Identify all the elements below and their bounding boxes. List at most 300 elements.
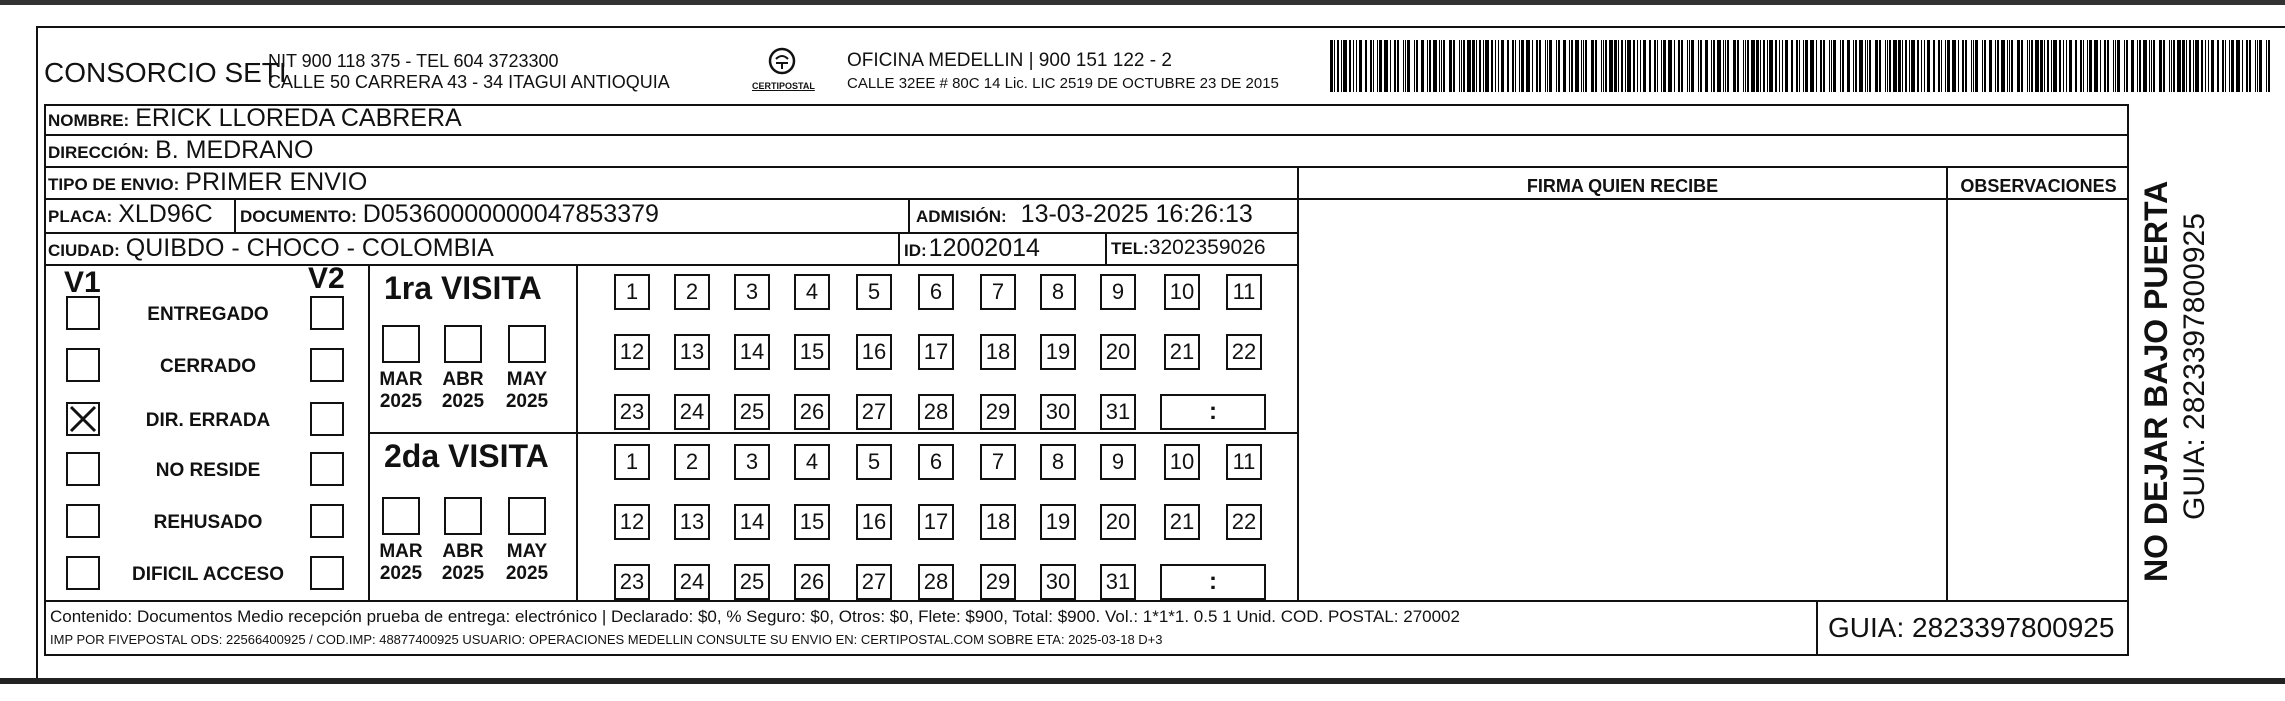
- direccion-value: B. MEDRANO: [155, 136, 314, 164]
- visit-1-day-16[interactable]: 16: [856, 334, 892, 370]
- month-name: ABR: [442, 541, 484, 562]
- barcode-bar: [2153, 40, 2155, 92]
- barcode-bar: [1595, 40, 1597, 92]
- visit-1-month-label: [433, 369, 493, 413]
- visit-2-month-label: [433, 541, 493, 585]
- barcode-bar: [2137, 40, 2138, 92]
- visit-2-day-9[interactable]: 9: [1100, 444, 1136, 480]
- visit-2-month-box[interactable]: [382, 497, 420, 535]
- barcode-bar: [1349, 40, 1351, 92]
- barcode-bar: [1649, 40, 1651, 92]
- id-cell: [904, 234, 1040, 263]
- month-name: ABR: [442, 369, 484, 390]
- visit-1-day-14[interactable]: 14: [734, 334, 770, 370]
- visit-1-day-4[interactable]: 4: [794, 274, 830, 310]
- barcode-bar: [1909, 40, 1910, 92]
- barcode-bar: [1760, 40, 1761, 92]
- nit-line: NIT 900 118 375 - TEL 604 3723300: [268, 51, 559, 71]
- barcode-bar: [2075, 40, 2077, 92]
- status-option-label: REHUSADO: [153, 512, 263, 533]
- barcode-bar: [1971, 40, 1972, 92]
- barcode-bar: [1433, 40, 1437, 92]
- visit-2-day-31[interactable]: 31: [1100, 564, 1136, 600]
- visit-1-day-13[interactable]: 13: [674, 334, 710, 370]
- visit-1-day-7[interactable]: 7: [980, 274, 1016, 310]
- barcode-bar: [1941, 40, 1942, 92]
- visit-1-day-1[interactable]: 1: [614, 274, 650, 310]
- barcode-bar: [2163, 40, 2165, 92]
- barcode-bar: [2087, 40, 2088, 92]
- visit-1-day-22[interactable]: 22: [1226, 334, 1262, 370]
- v2-checkbox-3[interactable]: [310, 452, 344, 486]
- barcode-bar: [1416, 40, 1418, 92]
- visit-1-month-box[interactable]: [444, 325, 482, 363]
- tipo-label: TIPO DE ENVIO:: [48, 175, 180, 194]
- barcode-bar: [1485, 40, 1489, 92]
- visit-1-day-27[interactable]: 27: [856, 394, 892, 430]
- barcode-bar: [1799, 40, 1800, 92]
- barcode-bar: [2017, 40, 2020, 92]
- v2-checkbox-0[interactable]: [310, 296, 344, 330]
- barcode-bar: [1723, 40, 1724, 92]
- barcode-bar: [2094, 40, 2098, 92]
- barcode-bar: [1756, 40, 1759, 92]
- barcode-bar: [2059, 40, 2061, 92]
- logo-icon: [766, 46, 798, 76]
- visit-2-month-label: [497, 541, 557, 585]
- barcode-bar: [1569, 40, 1570, 92]
- barcode-bar: [1745, 40, 1746, 92]
- visit-2-day-27[interactable]: 27: [856, 564, 892, 600]
- month-name: MAY: [506, 541, 548, 562]
- tel-label: TEL:: [1111, 239, 1149, 258]
- month-year: 2025: [379, 563, 423, 584]
- barcode-bar: [1356, 40, 1357, 92]
- status-option-label: NO RESIDE: [155, 460, 261, 481]
- barcode-bar: [1627, 40, 1631, 92]
- visit-2-month-label: [371, 541, 431, 585]
- barcode-bar: [1661, 40, 1662, 92]
- barcode-bar: [1678, 40, 1680, 92]
- visit-2-day-25[interactable]: 25: [734, 564, 770, 600]
- certipostal-logo: [752, 46, 815, 91]
- barcode-bar: [2173, 40, 2175, 92]
- barcode-bar: [1705, 40, 1708, 92]
- barcode-bar: [1962, 40, 1964, 92]
- barcode-bar: [2257, 40, 2258, 92]
- barcode-bar: [1384, 40, 1388, 92]
- visit-2-day-4[interactable]: 4: [794, 444, 830, 480]
- nombre-label: NOMBRE:: [48, 111, 130, 130]
- barcode-bar: [2126, 40, 2128, 92]
- barcode-bar: [2117, 40, 2120, 92]
- visit-1-day-24[interactable]: 24: [674, 394, 710, 430]
- barcode-bar: [1603, 40, 1604, 92]
- barcode-bar: [1421, 40, 1424, 92]
- v1-checkbox-3[interactable]: [66, 452, 100, 486]
- barcode-bar: [1614, 40, 1617, 92]
- visit-1-day-19[interactable]: 19: [1040, 334, 1076, 370]
- barcode-bar: [1521, 40, 1524, 92]
- visit-2-title: 2da VISITA: [384, 438, 549, 474]
- barcode-bar: [1545, 40, 1546, 92]
- barcode-bar: [2124, 40, 2125, 92]
- barcode-bar: [2100, 40, 2101, 92]
- v1-checkbox-2[interactable]: [66, 402, 100, 436]
- barcode-bar: [1921, 40, 1922, 92]
- v1-checkbox-1[interactable]: [66, 348, 100, 382]
- barcode-bar: [2027, 40, 2028, 92]
- barcode-bar: [1779, 40, 1780, 92]
- barcode-bar: [1427, 40, 1428, 92]
- visit-1-month-label: [371, 369, 431, 413]
- barcode-bar: [1449, 40, 1452, 92]
- barcode-bar: [1769, 40, 1773, 92]
- visit-1-day-28[interactable]: 28: [918, 394, 954, 430]
- barcode-bar: [2211, 40, 2214, 92]
- bottom-edge-line: [0, 678, 2285, 684]
- placa-value: XLD96C: [118, 200, 213, 228]
- barcode-bar: [1633, 40, 1635, 92]
- month-year: 2025: [379, 391, 423, 412]
- v1-checkbox-4[interactable]: [66, 504, 100, 538]
- v2-checkbox-5[interactable]: [310, 556, 344, 590]
- barcode-bar: [2266, 40, 2267, 92]
- direccion-label: DIRECCIÓN:: [48, 143, 150, 162]
- barcode-bar: [1334, 40, 1335, 92]
- barcode-bar: [1691, 40, 1694, 92]
- placa-cell: [48, 200, 213, 229]
- visit-2-day-15[interactable]: 15: [794, 504, 830, 540]
- barcode-bar: [1823, 40, 1825, 92]
- barcode-bar: [2089, 40, 2092, 92]
- barcode-bar: [1984, 40, 1986, 92]
- barcode-bar: [1621, 40, 1623, 92]
- visit-1-day-31[interactable]: 31: [1100, 394, 1136, 430]
- company-name: CONSORCIO SETI: [44, 57, 287, 88]
- visit-1-day-2[interactable]: 2: [674, 274, 710, 310]
- barcode-bar: [1975, 40, 1978, 92]
- firma-header: FIRMA QUIEN RECIBE: [1526, 176, 1719, 196]
- barcode-bar: [1618, 40, 1619, 92]
- barcode-bar: [1681, 40, 1683, 92]
- v2-checkbox-2[interactable]: [310, 402, 344, 436]
- barcode-bar: [1917, 40, 1919, 92]
- visit-2-day-30[interactable]: 30: [1040, 564, 1076, 600]
- barcode-bar: [1952, 40, 1956, 92]
- barcode-bar: [2208, 40, 2209, 92]
- visit-1-day-17[interactable]: 17: [918, 334, 954, 370]
- visit-2-month-box[interactable]: [444, 497, 482, 535]
- status-option-label: ENTREGADO: [147, 304, 269, 325]
- visit-1-month-label: [497, 369, 557, 413]
- visit-2-day-8[interactable]: 8: [1040, 444, 1076, 480]
- barcode-bar: [1997, 40, 1999, 92]
- visit-1-day-18[interactable]: 18: [980, 334, 1016, 370]
- barcode-bar: [2182, 40, 2185, 92]
- barcode-bar: [1353, 40, 1354, 92]
- barcode-bar: [1945, 40, 1946, 92]
- barcode-bar: [1637, 40, 1638, 92]
- barcode-bar: [2236, 40, 2240, 92]
- visit-2-day-12[interactable]: 12: [614, 504, 650, 540]
- barcode-bar: [2009, 40, 2010, 92]
- visit-2-time-box[interactable]: :: [1160, 564, 1266, 600]
- barcode-bar: [1893, 40, 1897, 92]
- barcode-bar: [1547, 40, 1548, 92]
- barcode-bar: [1370, 40, 1372, 92]
- barcode-bar: [1875, 40, 1878, 92]
- barcode-bar: [1840, 40, 1841, 92]
- barcode-bar: [1713, 40, 1715, 92]
- barcode-bar: [1668, 40, 1672, 92]
- barcode-bar: [1743, 40, 1744, 92]
- barcode-bar: [2001, 40, 2005, 92]
- visit-1-day-21[interactable]: 21: [1164, 334, 1200, 370]
- visit-1-day-20[interactable]: 20: [1100, 334, 1136, 370]
- barcode-bar: [1330, 40, 1333, 92]
- barcode-bar: [1911, 40, 1915, 92]
- visit-2-day-14[interactable]: 14: [734, 504, 770, 540]
- visit-2-day-3[interactable]: 3: [734, 444, 770, 480]
- visit-2-day-22[interactable]: 22: [1226, 504, 1262, 540]
- barcode-bar: [1767, 40, 1768, 92]
- barcode-bar: [1859, 40, 1863, 92]
- visit-1-day-15[interactable]: 15: [794, 334, 830, 370]
- month-year: 2025: [441, 563, 485, 584]
- tel-value: 3202359026: [1148, 236, 1266, 259]
- barcode-bar: [1717, 40, 1721, 92]
- visit-1-day-3[interactable]: 3: [734, 274, 770, 310]
- barcode-bar: [1829, 40, 1830, 92]
- barcode-bar: [1365, 40, 1367, 92]
- visit-1-day-5[interactable]: 5: [856, 274, 892, 310]
- barcode-bar: [1803, 40, 1804, 92]
- barcode-bar: [1982, 40, 1983, 92]
- license-line: CALLE 32EE # 80C 14 Lic. LIC 2519 DE OCTUBRE 23 DE 2015: [847, 75, 1279, 92]
- barcode-bar: [1601, 40, 1602, 92]
- v1-checkbox-0[interactable]: [66, 296, 100, 330]
- nombre-row: [48, 104, 462, 133]
- barcode-bar: [1512, 40, 1514, 92]
- barcode-bar: [1924, 40, 1925, 92]
- barcode-bar: [2113, 40, 2114, 92]
- barcode-bar: [2007, 40, 2008, 92]
- visit-2-day-17[interactable]: 17: [918, 504, 954, 540]
- barcode-bar: [1394, 40, 1396, 92]
- month-year: 2025: [505, 391, 549, 412]
- barcode-bar: [1483, 40, 1484, 92]
- barcode-bar: [2177, 40, 2181, 92]
- v2-checkbox-1[interactable]: [310, 348, 344, 382]
- barcode-bar: [1842, 40, 1844, 92]
- barcode-bar: [1443, 40, 1445, 92]
- barcode-bar: [1867, 40, 1868, 92]
- status-option-label: CERRADO: [159, 356, 257, 377]
- barcode-bar: [1700, 40, 1702, 92]
- visit-1-day-8[interactable]: 8: [1040, 274, 1076, 310]
- visit-2-day-20[interactable]: 20: [1100, 504, 1136, 540]
- barcode-bar: [1405, 40, 1406, 92]
- barcode-bar: [1625, 40, 1626, 92]
- barcode-bar: [1791, 40, 1793, 92]
- barcode-bar: [2201, 40, 2203, 92]
- visit-2-day-23[interactable]: 23: [614, 564, 650, 600]
- barcode-bar: [1747, 40, 1749, 92]
- barcode-bar: [1820, 40, 1822, 92]
- barcode-bar: [2189, 40, 2191, 92]
- documento-value: D05360000000047853379: [362, 200, 659, 228]
- barcode-bar: [1472, 40, 1475, 92]
- visit-1-month-box[interactable]: [508, 325, 546, 363]
- barcode-bar: [2246, 40, 2248, 92]
- barcode-bar: [2063, 40, 2064, 92]
- visit-1-time-box[interactable]: :: [1160, 394, 1266, 430]
- visit-1-day-26[interactable]: 26: [794, 394, 830, 430]
- barcode-bar: [1459, 40, 1460, 92]
- barcode-bar: [1495, 40, 1496, 92]
- barcode-bar: [1476, 40, 1477, 92]
- status-option-label: DIR. ERRADA: [145, 410, 271, 431]
- barcode-bar: [1640, 40, 1641, 92]
- visit-2-day-13[interactable]: 13: [674, 504, 710, 540]
- barcode-bar: [2080, 40, 2082, 92]
- barcode-bar: [1491, 40, 1493, 92]
- visit-2-day-6[interactable]: 6: [918, 444, 954, 480]
- x-mark-icon: [68, 404, 98, 434]
- barcode-bar: [1407, 40, 1410, 92]
- barcode-bar: [1805, 40, 1808, 92]
- barcode-bar: [1733, 40, 1736, 92]
- barcode-bar: [2151, 40, 2152, 92]
- month-name: MAY: [506, 369, 548, 390]
- v1-checkbox-5[interactable]: [66, 556, 100, 590]
- barcode-bar: [1403, 40, 1404, 92]
- barcode-bar: [1583, 40, 1584, 92]
- visit-2-day-24[interactable]: 24: [674, 564, 710, 600]
- barcode-bar: [2035, 40, 2039, 92]
- visit-1-day-6[interactable]: 6: [918, 274, 954, 310]
- barcode-bar: [1855, 40, 1857, 92]
- barcode-bar: [2029, 40, 2030, 92]
- visit-1-month-box[interactable]: [382, 325, 420, 363]
- barcode-bar: [1782, 40, 1783, 92]
- visit-1-day-25[interactable]: 25: [734, 394, 770, 430]
- visit-2-day-5[interactable]: 5: [856, 444, 892, 480]
- visit-2-day-7[interactable]: 7: [980, 444, 1016, 480]
- barcode-bar: [1689, 40, 1690, 92]
- barcode-bar: [1995, 40, 1996, 92]
- visit-2-day-16[interactable]: 16: [856, 504, 892, 540]
- barcode-bar: [1865, 40, 1866, 92]
- barcode-bar: [1933, 40, 1935, 92]
- barcode-bar: [1501, 40, 1504, 92]
- office-line: OFICINA MEDELLIN | 900 151 122 - 2: [847, 50, 1172, 71]
- visit-2-day-29[interactable]: 29: [980, 564, 1016, 600]
- barcode-bar: [1887, 40, 1888, 92]
- visit-2-day-21[interactable]: 21: [1164, 504, 1200, 540]
- barcode-bar: [1581, 40, 1582, 92]
- barcode-bar: [1479, 40, 1481, 92]
- admision-label: ADMISIÓN:: [916, 207, 1007, 226]
- visit-1-day-11[interactable]: 11: [1226, 274, 1262, 310]
- visit-1-day-30[interactable]: 30: [1040, 394, 1076, 430]
- address-line: CALLE 50 CARRERA 43 - 34 ITAGUI ANTIOQUIA: [268, 72, 670, 92]
- visit-1-day-10[interactable]: 10: [1164, 274, 1200, 310]
- barcode-bar: [2186, 40, 2187, 92]
- barcode-bar: [1751, 40, 1755, 92]
- barcode-bar: [1698, 40, 1699, 92]
- visit-2-day-2[interactable]: 2: [674, 444, 710, 480]
- barcode-bar: [1810, 40, 1814, 92]
- barcode-bar: [1833, 40, 1836, 92]
- barcode-bar: [2143, 40, 2147, 92]
- barcode-bar: [2195, 40, 2199, 92]
- barcode-bar: [1379, 40, 1382, 92]
- visit-2-day-10[interactable]: 10: [1164, 444, 1200, 480]
- barcode-bar: [1532, 40, 1533, 92]
- barcode-bar: [1585, 40, 1587, 92]
- tipo-value: PRIMER ENVIO: [185, 168, 368, 196]
- barcode-bar: [1337, 40, 1339, 92]
- visit-1-day-29[interactable]: 29: [980, 394, 1016, 430]
- visit-1-day-12[interactable]: 12: [614, 334, 650, 370]
- visit-2-day-11[interactable]: 11: [1226, 444, 1262, 480]
- visit-2-day-28[interactable]: 28: [918, 564, 954, 600]
- barcode-bar: [1902, 40, 1903, 92]
- visit-2-day-19[interactable]: 19: [1040, 504, 1076, 540]
- barcode-bar: [1467, 40, 1471, 92]
- barcode-bar: [2047, 40, 2049, 92]
- admision-cell: [916, 200, 1253, 229]
- barcode-bar: [2131, 40, 2134, 92]
- barcode-bar: [2011, 40, 2013, 92]
- placa-label: PLACA:: [48, 207, 113, 226]
- barcode-bar: [1373, 40, 1374, 92]
- barcode-bar: [1498, 40, 1499, 92]
- visit-1-title: 1ra VISITA: [384, 270, 542, 306]
- visit-1-day-23[interactable]: 23: [614, 394, 650, 430]
- barcode-bar: [1885, 40, 1886, 92]
- visit-1-day-9[interactable]: 9: [1100, 274, 1136, 310]
- v2-checkbox-4[interactable]: [310, 504, 344, 538]
- barcode-bar: [1463, 40, 1465, 92]
- tipo-row: [48, 168, 367, 197]
- barcode-bar: [2249, 40, 2251, 92]
- visit-2-month-box[interactable]: [508, 497, 546, 535]
- barcode-bar: [1727, 40, 1729, 92]
- barcode-bar: [1575, 40, 1579, 92]
- barcode-bar: [1763, 40, 1765, 92]
- visit-2-day-18[interactable]: 18: [980, 504, 1016, 540]
- visit-2-day-26[interactable]: 26: [794, 564, 830, 600]
- barcode-bar: [2053, 40, 2057, 92]
- barcode-bar: [1775, 40, 1777, 92]
- barcode-bar: [1549, 40, 1552, 92]
- barcode-bar: [1853, 40, 1854, 92]
- barcode-bar: [1439, 40, 1440, 92]
- barcode-bar: [1674, 40, 1675, 92]
- visit-2-day-1[interactable]: 1: [614, 444, 650, 480]
- contenido-line: Contenido: Documentos Medio recepción prueba de entrega: electrónico | Declarado: $0, % Seguro: $0, Otros: $0, Flete: $900, Total: $900. Vol.: 1*1*1. 0.5 1 Unid. COD. POSTAL: 270002: [50, 607, 1460, 626]
- barcode-bar: [1536, 40, 1538, 92]
- barcode-bar: [2229, 40, 2230, 92]
- barcode-bar: [1507, 40, 1509, 92]
- barcode-bar: [1737, 40, 1739, 92]
- barcode-bar: [1657, 40, 1658, 92]
- side-guia: GUIA: 2823397800925: [2178, 213, 2211, 520]
- barcode-bar: [1711, 40, 1712, 92]
